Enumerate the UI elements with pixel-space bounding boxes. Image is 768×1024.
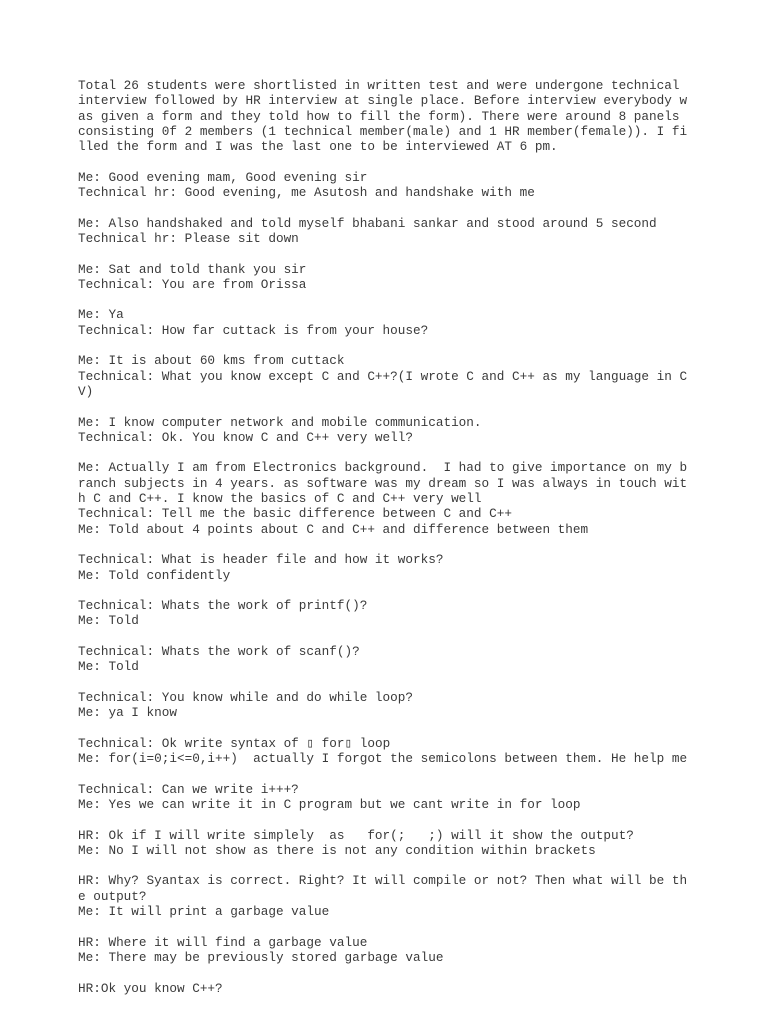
text-line: Technical: Can we write i+++? (78, 781, 299, 797)
text-line: Me: Sat and told thank you sir (78, 261, 307, 277)
document-body (78, 78, 718, 1011)
paragraph (78, 262, 718, 293)
text-line: Total 26 students were shortlisted in written test and were undergone technical (78, 78, 680, 93)
text-line: Me: Actually I am from Electronics background. I had to give importance on my b (78, 460, 688, 476)
paragraph (78, 598, 718, 629)
text-line: Me: No I will not show as there is not any condition within brackets (78, 842, 596, 858)
text-line: Me: ya I know (78, 705, 177, 721)
text-line: Me: Told (78, 613, 139, 629)
text-line: Me: Also handshaked and told myself bhabani sankar and stood around 5 second (78, 215, 657, 231)
paragraph (78, 935, 718, 966)
text-line: HR:Ok you know C++? (78, 980, 223, 996)
text-line: as given a form and they told how to fill the form). There were around 8 panels (78, 108, 680, 124)
text-line: Me: Good evening mam, Good evening sir (78, 169, 368, 185)
paragraph (78, 736, 718, 767)
text-line: Technical: Ok write syntax of ▯ for▯ loop (78, 735, 391, 751)
paragraph (78, 460, 718, 536)
text-line: Me: I know computer network and mobile communication. (78, 414, 482, 430)
text-line: Technical: What is header file and how it works? (78, 552, 444, 568)
paragraph (78, 782, 718, 813)
paragraph (78, 307, 718, 338)
text-line: Me: There may be previously stored garbage value (78, 949, 444, 965)
text-line: Technical: How far cuttack is from your house? (78, 322, 429, 338)
paragraph (78, 353, 718, 399)
text-line: Technical: Tell me the basic difference between C and C++ (78, 506, 512, 522)
text-line: Me: Told (78, 659, 139, 675)
text-line: Technical: What you know except C and C++?(I wrote C and C++ as my language in C (78, 368, 688, 384)
text-line: lled the form and I was the last one to be interviewed AT 6 pm. (78, 139, 558, 155)
text-line: Technical: You are from Orissa (78, 276, 307, 292)
paragraph (78, 828, 718, 859)
text-line: Me: Told confidently (78, 567, 231, 583)
text-line: HR: Why? Syantax is correct. Right? It will compile or not? Then what will be th (78, 873, 688, 889)
text-line: e output? (78, 888, 147, 904)
text-line: Me: It will print a garbage value (78, 904, 330, 920)
text-line: Me: It is about 60 kms from cuttack (78, 353, 345, 369)
text-line: Me: Yes we can write it in C program but we cant write in for loop (78, 796, 581, 812)
text-line: Me: Ya (78, 307, 124, 323)
text-line: ranch subjects in 4 years. as software was my dream so I was always in touch wit (78, 475, 688, 491)
text-line: Technical hr: Please sit down (78, 230, 299, 246)
paragraph (78, 415, 718, 446)
text-line: Technical hr: Good evening, me Asutosh and handshake with me (78, 185, 535, 201)
text-line: Technical: Whats the work of printf()? (78, 598, 368, 614)
paragraph (78, 170, 718, 201)
text-line: Technical: Whats the work of scanf()? (78, 643, 360, 659)
text-line: consisting 0f 2 members (1 technical member(male) and 1 HR member(female)). I fi (78, 123, 688, 139)
paragraph (78, 644, 718, 675)
paragraph (78, 981, 718, 996)
text-line: Me: Told about 4 points about C and C++ and difference between them (78, 521, 589, 537)
paragraph (78, 552, 718, 583)
paragraph (78, 873, 718, 919)
paragraph (78, 690, 718, 721)
text-line: Technical: You know while and do while loop? (78, 689, 414, 705)
text-line: V) (78, 383, 94, 399)
text-line: Technical: Ok. You know C and C++ very well? (78, 429, 414, 445)
paragraph (78, 216, 718, 247)
paragraph (78, 78, 718, 154)
text-line: interview followed by HR interview at single place. Before interview everybody w (78, 93, 688, 109)
text-line: h C and C++. I know the basics of C and C++ very well (78, 491, 482, 507)
text-line: HR: Ok if I will write simplely as for(; ;) will it show the output? (78, 827, 634, 843)
text-line: HR: Where it will find a garbage value (78, 934, 368, 950)
text-line: Me: for(i=0;i<=0,i++) actually I forgot the semicolons between them. He help me (78, 751, 688, 767)
